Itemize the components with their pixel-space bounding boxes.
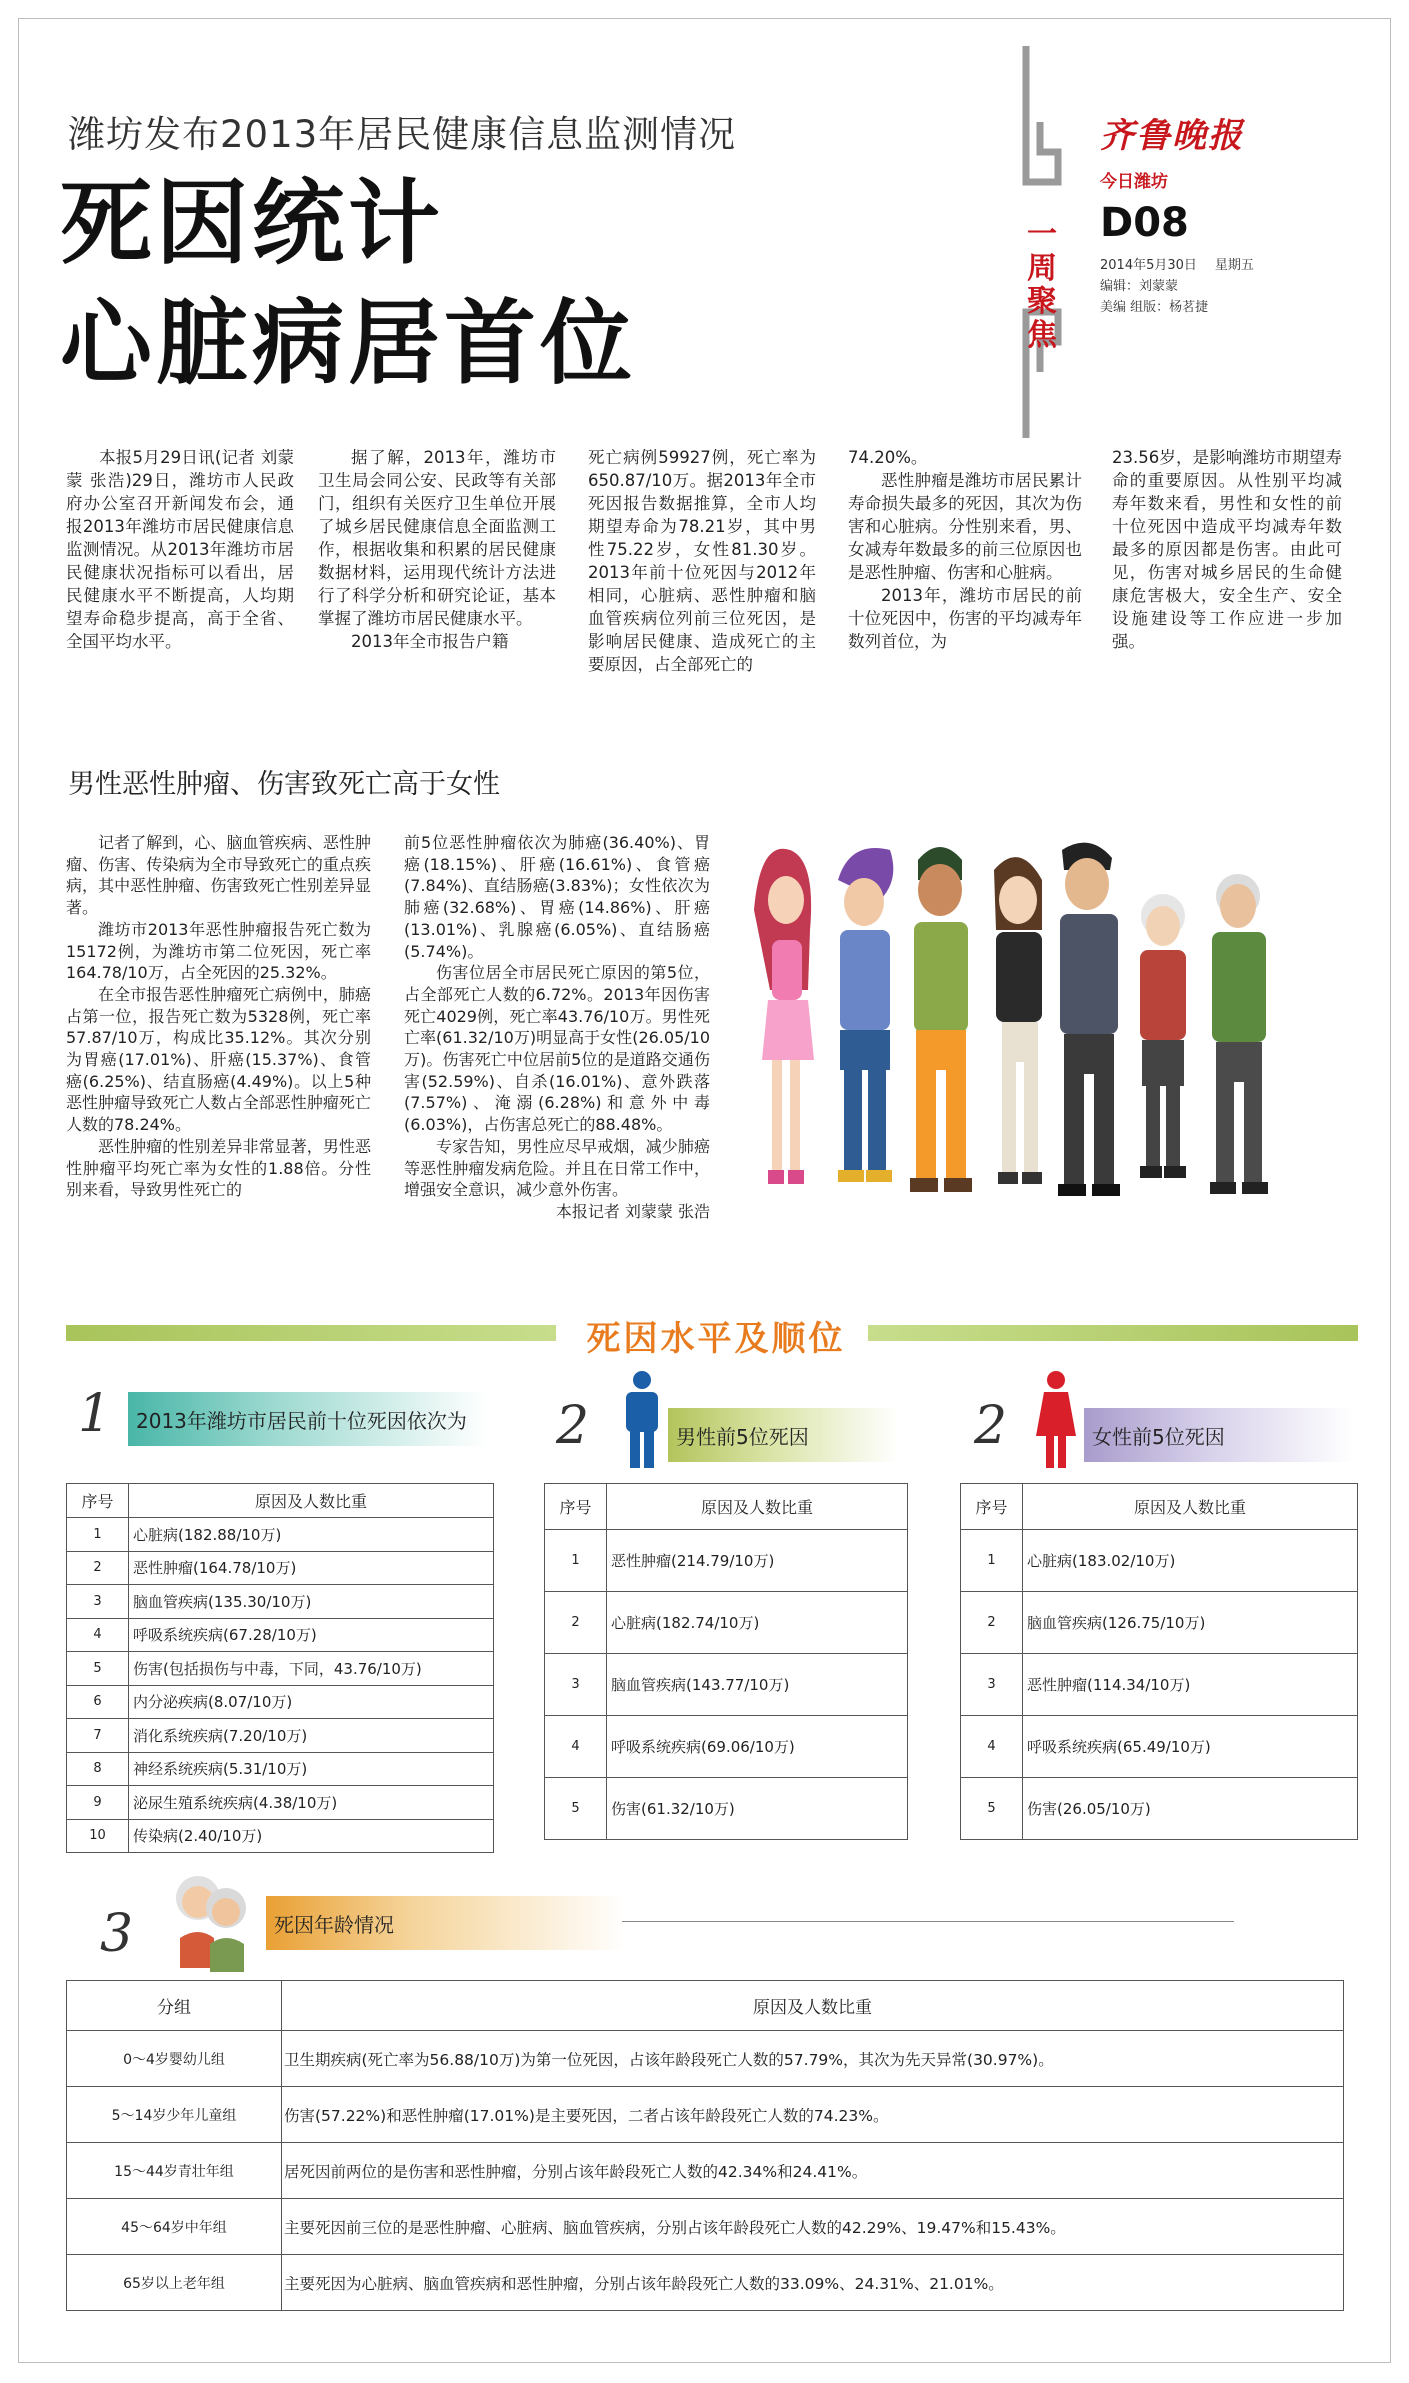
section2-column-2 [404, 832, 710, 1223]
section-label-vertical: 一周聚焦 [1027, 217, 1057, 353]
column-header-cause: 原因及人数比重 [607, 1484, 908, 1530]
section2-paragraph: 恶性肿瘤的性别差异非常显著，男性恶性肿瘤平均死亡率为女性的1.88倍。分性别来看，导致男性死亡的 [66, 1136, 371, 1200]
section2-paragraph: 在全市报告恶性肿瘤死亡病例中，肺癌占第一位，报告死亡数为5328例，死亡率57.87/10万，构成比35.12%。其次分别为胃癌(17.01%)、肝癌(15.37%)、食管癌(6.25%)、结直肠癌(4.49%)。以上5种恶性肿瘤导致死亡人数占全部恶性肿瘤死亡人数的78.24%。 [66, 984, 371, 1135]
row-index: 7 [67, 1719, 129, 1753]
article-column-1 [66, 446, 294, 653]
banner-bar-left [66, 1325, 556, 1341]
row-index: 9 [67, 1786, 129, 1820]
table1-label: 2013年潍坊市居民前十位死因依次为 [128, 1392, 488, 1446]
row-cause: 脑血管疾病(135.30/10万) [129, 1585, 494, 1619]
headline-line-2: 心脏病居首位 [60, 290, 637, 397]
row-cause: 脑血管疾病(126.75/10万) [1023, 1592, 1358, 1654]
table-row [961, 1592, 1358, 1654]
table-row [67, 1719, 494, 1753]
section2-paragraph: 专家告知，男性应尽早戒烟，减少肺癌等恶性肿瘤发病危险。并且在日常工作中，增强安全意识，减少意外伤害。 [404, 1136, 710, 1200]
article-column-3 [588, 446, 816, 676]
row-description: 主要死因为心脏病、脑血管疾病和恶性肿瘤，分别占该年龄段死亡人数的33.09%、24.31%、21.01%。 [282, 2255, 1344, 2311]
row-index: 4 [961, 1716, 1023, 1778]
table-header-row [545, 1484, 908, 1530]
table-row [67, 1618, 494, 1652]
table-row [67, 2143, 1344, 2199]
article-paragraph: 2013年，潍坊市居民的前十位死因中，伤害的平均减寿年数列首位，为 [848, 586, 1082, 651]
table-row [545, 1530, 908, 1592]
design-credit: 美编 组版：杨茗捷 [1100, 299, 1209, 315]
row-index: 2 [961, 1592, 1023, 1654]
row-cause: 泌尿生殖系统疾病(4.38/10万) [129, 1786, 494, 1820]
issue-date: 2014年5月30日 [1100, 258, 1197, 273]
row-cause: 恶性肿瘤(214.79/10万) [607, 1530, 908, 1592]
article-column-4 [848, 446, 1082, 653]
row-cause: 伤害(26.05/10万) [1023, 1778, 1358, 1840]
row-index: 1 [545, 1530, 607, 1592]
row-group: 5～14岁少年儿童组 [67, 2087, 282, 2143]
section2-paragraph: 记者了解到，心、脑血管疾病、恶性肿瘤、伤害、传染病为全市导致死亡的重点疾病，其中恶性肿瘤、伤害致死亡性别差异显著。 [66, 833, 371, 918]
figure-woman [994, 857, 1042, 1184]
row-index: 3 [67, 1585, 129, 1619]
article-paragraph: 2013年全市报告户籍 [351, 632, 509, 651]
row-index: 1 [961, 1530, 1023, 1592]
table1-number: 1 [78, 1384, 112, 1444]
figure-elderly-woman [1140, 894, 1186, 1178]
newspaper-logo: 齐鲁晚报 [1100, 116, 1244, 156]
article-paragraph: 74.20%。 [848, 448, 928, 467]
row-index: 5 [545, 1778, 607, 1840]
row-cause: 恶性肿瘤(114.34/10万) [1023, 1654, 1358, 1716]
row-description: 卫生期疾病(死亡率为56.88/10万)为第一位死因，占该年龄段死亡人数的57.79%，其次为先天异常(30.97%)。 [282, 2031, 1344, 2087]
column-header-index: 序号 [545, 1484, 607, 1530]
row-index: 10 [67, 1819, 129, 1853]
article-paragraph: 23.56岁，是影响潍坊市期望寿命的重要原因。从性别平均减寿年数来看，男性和女性的前十位死因中造成平均减寿年数最多的原因都是伤害。由此可见，伤害对城乡居民的生命健康危害极大，安全生产、安全设施建设等工作应进一步加强。 [1112, 448, 1342, 651]
row-index: 8 [67, 1752, 129, 1786]
table-row [545, 1654, 908, 1716]
column-header-index: 序号 [67, 1484, 129, 1518]
figure-elderly-man [1210, 874, 1268, 1194]
section-heading: 男性恶性肿瘤、伤害致死亡高于女性 [68, 769, 500, 800]
table-row [67, 1518, 494, 1552]
section2-paragraph: 前5位恶性肿瘤依次为肺癌(36.40%)、胃癌(18.15%)、肝癌(16.61%)、食管癌(7.84%)、直结肠癌(3.83%)；女性依次为肺癌(32.68%)、胃癌(14.86%)、肝癌(13.01%)、乳腺癌(6.05%)、直结肠癌(5.74%)。 [404, 833, 710, 961]
masthead [1100, 108, 1360, 318]
table2-male-top5 [544, 1483, 908, 1840]
table-row [67, 1685, 494, 1719]
row-cause: 心脏病(182.88/10万) [129, 1518, 494, 1552]
article-lead: 本报5月29日讯(记者 刘蒙蒙 张浩)29日，潍坊市人民政府办公室召开新闻发布会，通报2013年潍坊市居民健康信息监测情况。从2013年潍坊市居民健康状况指标可以看出，居民健康水平不断提高，人均期望寿命稳步提高，高于全省、全国平均水平。 [66, 448, 294, 651]
article-paragraph: 恶性肿瘤是潍坊市居民累计寿命损失最多的死因，其次为伤害和心脏病。分性别来看，男、女减寿年数最多的前三位原因也是恶性肿瘤、伤害和心脏病。 [848, 471, 1082, 582]
row-group: 0～4岁婴幼儿组 [67, 2031, 282, 2087]
row-description: 伤害(57.22%)和恶性肿瘤(17.01%)是主要死因，二者占该年龄段死亡人数的74.23%。 [282, 2087, 1344, 2143]
table4-number: 3 [100, 1904, 134, 1964]
figure-girl [754, 849, 814, 1184]
column-header-cause: 原因及人数比重 [282, 1981, 1344, 2031]
row-index: 5 [67, 1652, 129, 1686]
row-index: 3 [961, 1654, 1023, 1716]
row-index: 5 [961, 1778, 1023, 1840]
issue-weekday: 星期五 [1214, 258, 1254, 273]
row-cause: 呼吸系统疾病(65.49/10万) [1023, 1716, 1358, 1778]
table-row [961, 1716, 1358, 1778]
table-row [67, 1752, 494, 1786]
table3-label: 女性前5位死因 [1084, 1408, 1354, 1462]
section2-paragraph: 伤害位居全市居民死亡原因的第5位，占全部死亡人数的6.72%。2013年因伤害死亡4029例，死亡率43.76/10万。男性死亡率(61.32/10万)明显高于女性(26.05/10万)。伤害死亡中位居前5位的是道路交通伤害(52.59%)、自杀(16.01%)、意外跌落(7.57%)、淹溺(6.28%)和意外中毒(6.03%)，占伤害总死亡的88.48%。 [404, 963, 710, 1135]
table-row [67, 2031, 1344, 2087]
table-header-row [67, 1981, 1344, 2031]
row-cause: 内分泌疾病(8.07/10万) [129, 1685, 494, 1719]
table-row [545, 1716, 908, 1778]
banner-title: 死因水平及顺位 [586, 1319, 846, 1359]
divider-line [622, 1921, 1234, 1922]
table-row [961, 1778, 1358, 1840]
section-name: 今日潍坊 [1100, 172, 1168, 192]
row-cause: 恶性肿瘤(164.78/10万) [129, 1551, 494, 1585]
row-cause: 心脏病(182.74/10万) [607, 1592, 908, 1654]
table-row [67, 1786, 494, 1820]
elderly-couple-icon [168, 1868, 256, 1976]
row-index: 4 [67, 1618, 129, 1652]
row-index: 2 [545, 1592, 607, 1654]
row-index: 4 [545, 1716, 607, 1778]
banner-bar-right [868, 1325, 1358, 1341]
table3-female-top5 [960, 1483, 1358, 1840]
issue-meta [1100, 256, 1360, 318]
row-cause: 传染病(2.40/10万) [129, 1819, 494, 1853]
row-cause: 伤害(61.32/10万) [607, 1778, 908, 1840]
column-header-cause: 原因及人数比重 [129, 1484, 494, 1518]
page-subtitle: 潍坊发布2013年居民健康信息监测情况 [68, 113, 737, 156]
figure-man [1058, 843, 1120, 1196]
row-index: 1 [67, 1518, 129, 1552]
row-group: 45～64岁中年组 [67, 2199, 282, 2255]
section2-paragraph: 潍坊市2013年恶性肿瘤报告死亡数为15172例，为潍坊市第二位死因，死亡率164.78/10万，占全死因的25.32%。 [66, 919, 371, 983]
row-cause: 神经系统疾病(5.31/10万) [129, 1752, 494, 1786]
byline: 本报记者 刘蒙蒙 张浩 [555, 1201, 710, 1221]
table-row [67, 2087, 1344, 2143]
table2-label: 男性前5位死因 [668, 1408, 898, 1462]
row-description: 居死因前两位的是伤害和恶性肿瘤，分别占该年龄段死亡人数的42.34%和24.41%。 [282, 2143, 1344, 2199]
column-header-group: 分组 [67, 1981, 282, 2031]
table2-number: 2 [556, 1396, 590, 1456]
table1-top10-causes [66, 1483, 494, 1853]
table-row [545, 1778, 908, 1840]
article-paragraph: 死亡病例59927例，死亡率为650.87/10万。据2013年全市死因报告数据推算，全市人均期望寿命为78.21岁，其中男性75.22岁，女性81.30岁。2013年前十位死因与2012年相同，心脏病、恶性肿瘤和脑血管疾病位列前三位死因，是影响居民健康、造成死亡的主要原因，占全部死亡的 [588, 448, 816, 674]
row-description: 主要死因前三位的是恶性肿瘤、心脏病、脑血管疾病，分别占该年龄段死亡人数的42.29%、19.47%和15.43%。 [282, 2199, 1344, 2255]
table-row [67, 1551, 494, 1585]
table-row [67, 2199, 1344, 2255]
headline-line-1: 死因统计 [60, 170, 445, 277]
column-header-index: 序号 [961, 1484, 1023, 1530]
row-index: 2 [67, 1551, 129, 1585]
page-number: D08 [1100, 200, 1189, 246]
female-figure-icon [1034, 1370, 1078, 1470]
figure-boy [838, 848, 893, 1182]
row-index: 3 [545, 1654, 607, 1716]
people-illustration [750, 840, 1360, 1230]
column-header-cause: 原因及人数比重 [1023, 1484, 1358, 1530]
table-row [545, 1592, 908, 1654]
article-paragraph: 据了解，2013年，潍坊市卫生局会同公安、民政等有关部门，组织有关医疗卫生单位开展了城乡居民健康信息全面监测工作，根据收集和积累的居民健康数据材料，运用现代统计方法进行了科学分析和研究论证，基本掌握了潍坊市居民健康水平。 [318, 448, 556, 628]
row-index: 6 [67, 1685, 129, 1719]
row-cause: 呼吸系统疾病(69.06/10万) [607, 1716, 908, 1778]
article-column-5 [1112, 446, 1342, 653]
table-row [961, 1530, 1358, 1592]
table4-age-groups [66, 1980, 1344, 2311]
row-cause: 脑血管疾病(143.77/10万) [607, 1654, 908, 1716]
figure-young-man [910, 847, 972, 1192]
table-header-row [961, 1484, 1358, 1530]
section2-column-1 [66, 832, 371, 1201]
table-header-row [67, 1484, 494, 1518]
article-column-2 [318, 446, 556, 653]
table-row [67, 2255, 1344, 2311]
row-cause: 伤害(包括损伤与中毒，下同，43.76/10万) [129, 1652, 494, 1686]
table-row [67, 1585, 494, 1619]
table4-label: 死因年龄情况 [266, 1896, 626, 1950]
row-cause: 心脏病(183.02/10万) [1023, 1530, 1358, 1592]
table3-number: 2 [974, 1396, 1008, 1456]
editor-credit: 编辑：刘蒙蒙 [1100, 278, 1179, 294]
row-group: 65岁以上老年组 [67, 2255, 282, 2311]
male-figure-icon [620, 1370, 664, 1470]
row-cause: 消化系统疾病(7.20/10万) [129, 1719, 494, 1753]
table-row [67, 1819, 494, 1853]
row-group: 15～44岁青壮年组 [67, 2143, 282, 2199]
row-cause: 呼吸系统疾病(67.28/10万) [129, 1618, 494, 1652]
table-row [67, 1652, 494, 1686]
stats-banner [66, 1313, 1358, 1359]
table-row [961, 1654, 1358, 1716]
